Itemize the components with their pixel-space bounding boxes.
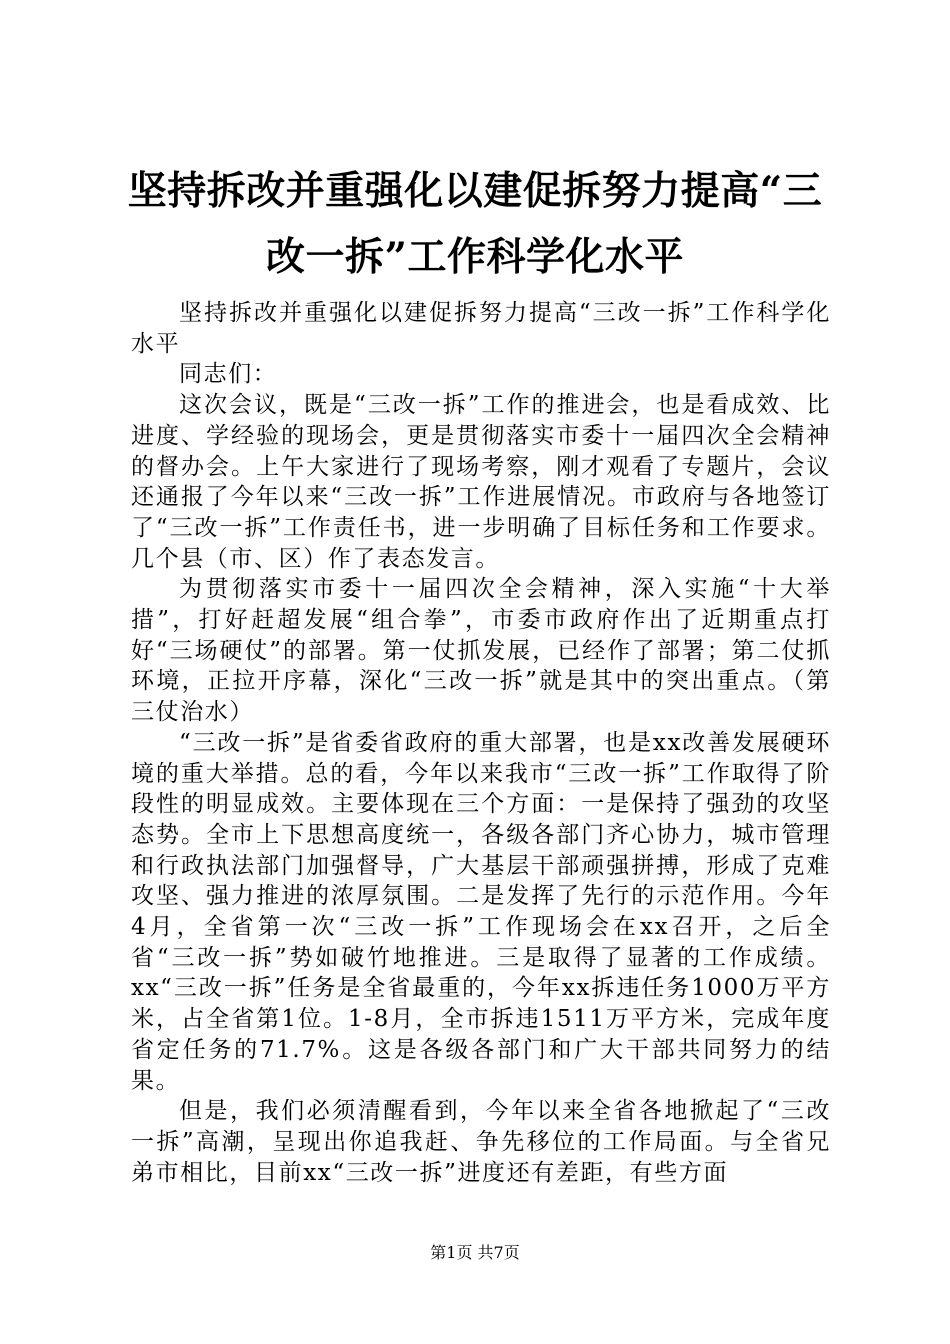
paragraph-gaps: 但是，我们必须清醒看到，今年以来全省各地掀起了“三改一拆”高潮，呈现出你追我赶、争先移位的工作局面。与全省兄弟市相比，目前xx“三改一拆”进度还有差距，有些方面 <box>131 1098 831 1186</box>
paragraph-achievements: “三改一拆”是省委省政府的重大部署，也是xx改善发展硬环境的重大举措。总的看，今年以来我市“三改一拆”工作取得了阶段性的明显成效。主要体现在三个方面：一是保持了强劲的攻坚态势。全市上下思想高度统一，各级各部门齐心协力，城市管理和行政执法部门加强督导，广大基层干部顽强拼搏，形成了克难攻坚、强力推进的浓厚氛围。二是发挥了先行的示范作用。今年4月，全省第一次“三改一拆”工作现场会在xx召开，之后全省“三改一拆”势如破竹地推进。三是取得了显著的工作成绩。xx“三改一拆”任务是全省最重的，今年xx拆违任务1000万平方米，占全省第1位。1-8月，全市拆违1511万平方米，完成年度省定任务的71.7%。这是各级各部门和广大干部共同努力的结果。 <box>131 729 831 1094</box>
document-body <box>131 298 831 1188</box>
page-number-footer: 第1页 共7页 <box>430 1243 520 1262</box>
paragraph-salutation: 同志们： <box>179 361 278 388</box>
paragraph-heading-repeat: 坚持拆改并重强化以建促拆努力提高“三改一拆”工作科学化水平 <box>131 300 831 357</box>
document-title: 坚持拆改并重强化以建促拆努力提高“三改一拆”工作科学化水平 <box>127 168 823 280</box>
paragraph-meeting-intro: 这次会议，既是“三改一拆”工作的推进会，也是看成效、比进度、学经验的现场会，更是贯彻落实市委十一届四次全会精神的督办会。上午大家进行了现场考察，刚才观看了专题片，会议还通报了今年以来“三改一拆”工作进展情况。市政府与各地签订了“三改一拆”工作责任书，进一步明确了目标任务和工作要求。几个县（市、区）作了表态发言。 <box>131 392 831 572</box>
paragraph-three-battles: 为贯彻落实市委十一届四次全会精神，深入实施“十大举措”，打好赶超发展“组合拳”，市委市政府作出了近期重点打好“三场硬仗”的部署。第一仗抓发展，已经作了部署；第二仗抓环境，正拉开序幕，深化“三改一拆”就是其中的突出重点。（第三仗治水） <box>131 576 831 726</box>
